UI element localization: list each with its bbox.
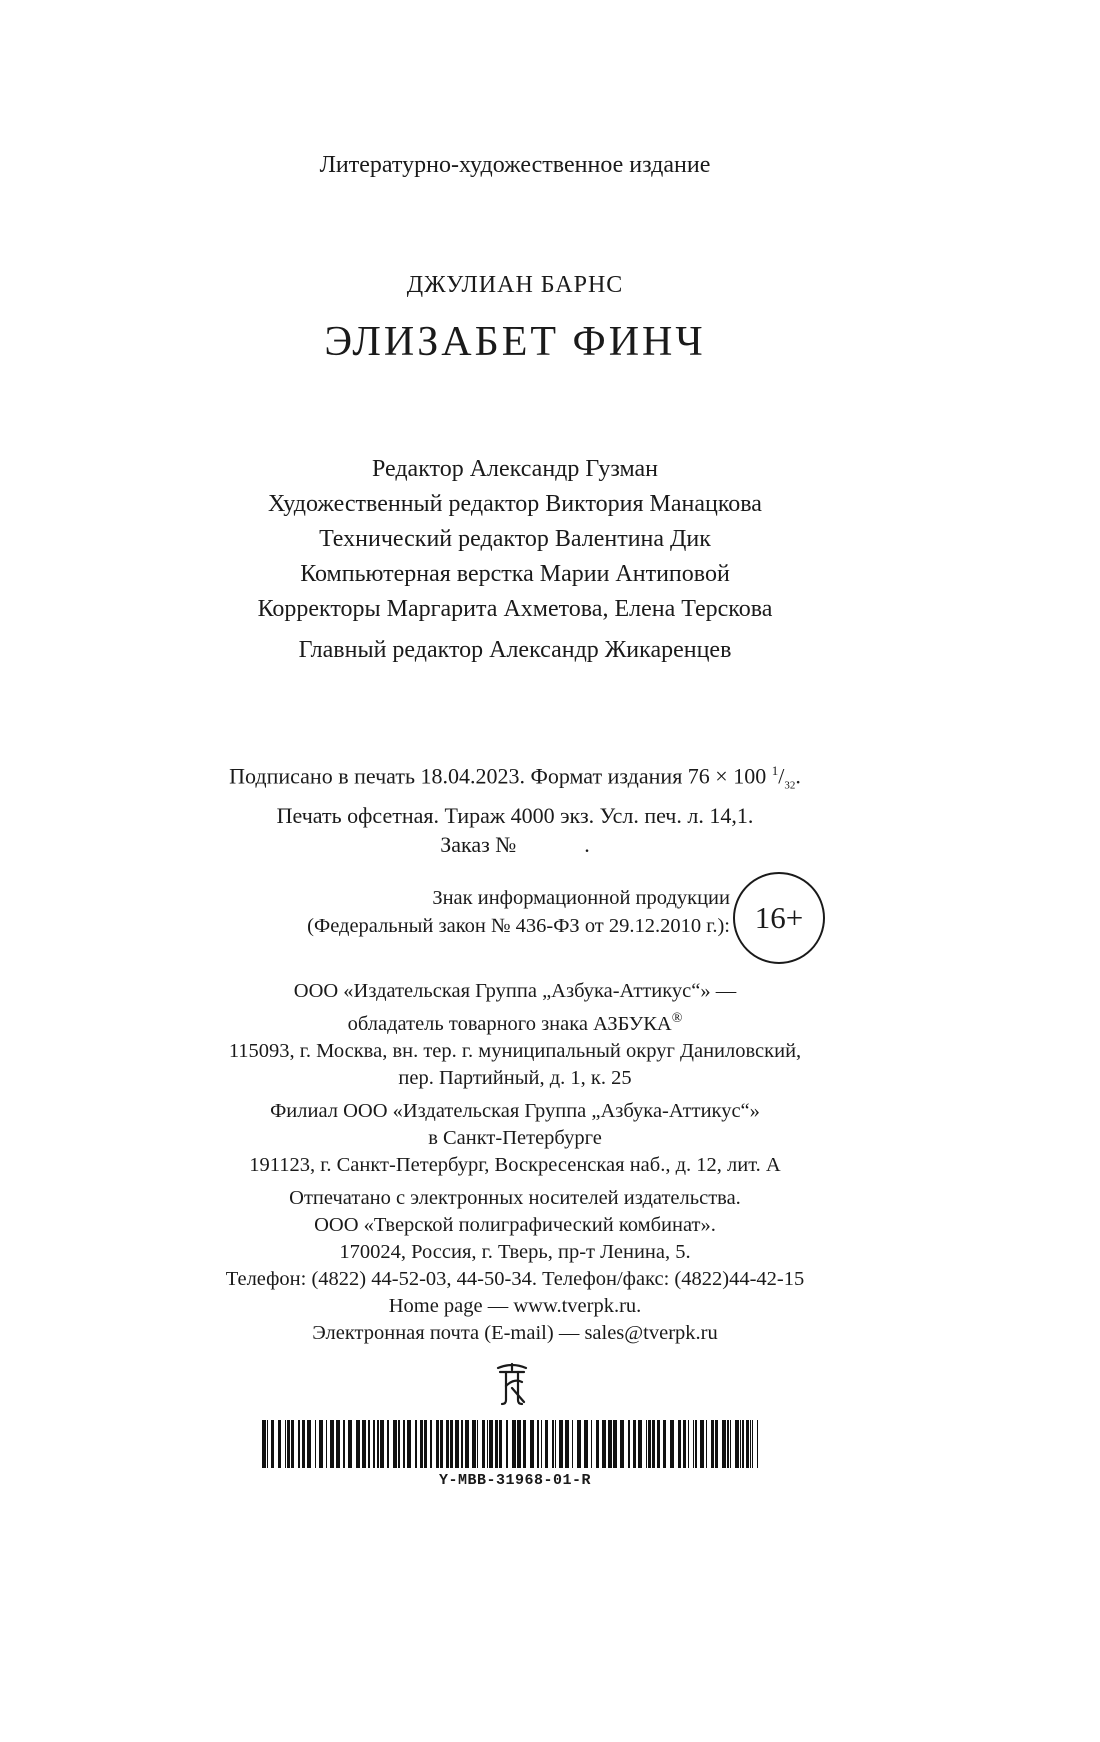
format-denominator: 32 (784, 779, 796, 792)
barcode-icon (262, 1420, 762, 1468)
book-title: ЭЛИЗАБЕТ ФИНЧ (324, 319, 706, 365)
branch-block (0, 1098, 1030, 1179)
credit-art-editor: Художественный редактор Виктория Манацкова (268, 491, 762, 517)
credit-layout: Компьютерная верстка Марии Антиповой (300, 561, 730, 587)
edition-type: Литературно-художественное издание (319, 152, 711, 178)
publisher-name: ООО «Издательская Группа „Азбука-Аттикус“» — (293, 980, 737, 1002)
info-product-sign (190, 884, 730, 940)
printing-signed-format: Подписано в печать 18.04.2023. Формат издания 76 × 100 (229, 763, 772, 789)
registered-mark: ® (671, 1011, 683, 1026)
credit-technical-editor: Технический редактор Валентина Дик (319, 526, 711, 552)
publisher-main (0, 978, 1030, 1092)
publisher-address-1: 115093, г. Москва, вн. тер. г. муниципальный округ Даниловский, (228, 1039, 802, 1062)
format-suffix: . (795, 763, 801, 789)
printer-name: ООО «Тверской полиграфический комбинат». (314, 1213, 716, 1236)
printing-order (440, 830, 590, 859)
credits-block (0, 452, 1030, 668)
info-sign-line1: Знак информационной продукции (432, 887, 730, 909)
printer-phones: Телефон: (4822) 44-52-03, 44-50-34. Телефон/факс: (4822)44-42-15 (225, 1267, 805, 1290)
printing-line-run: Печать офсетная. Тираж 4000 экз. Усл. печ. л. 14,1. (276, 802, 754, 828)
order-suffix: . (584, 831, 590, 857)
credit-editor: Редактор Александр Гузман (371, 456, 659, 482)
printer-line1: Отпечатано с электронных носителей издательства. (289, 1186, 741, 1209)
order-label: Заказ № (440, 831, 517, 857)
author-name: ДЖУЛИАН БАРНС (406, 272, 624, 298)
credit-chief-editor: Главный редактор Александр Жикаренцев (298, 637, 732, 663)
age-rating-badge: 16+ (733, 872, 825, 964)
printing-line-format (0, 756, 1030, 801)
printer-email: Электронная почта (E-mail) — sales@tverpk.ru (312, 1321, 718, 1344)
printer-logo-icon (492, 1360, 532, 1406)
publisher-trademark (0, 1005, 1030, 1038)
printer-block (0, 1185, 1030, 1347)
printer-homepage: Home page — www.tverpk.ru. (388, 1294, 642, 1317)
printer-address: 170024, Россия, г. Тверь, пр-т Ленина, 5. (339, 1240, 691, 1263)
branch-name: Филиал ООО «Издательская Группа „Азбука-Аттикус“» (270, 1099, 760, 1122)
publisher-block (0, 978, 1030, 1351)
branch-address: 191123, г. Санкт-Петербург, Воскресенская наб., д. 12, лит. А (249, 1153, 781, 1176)
printing-details (0, 756, 1030, 859)
format-slash: / (778, 763, 785, 789)
info-sign-line2: (Федеральный закон № 436-ФЗ от 29.12.2010 г.): (307, 915, 730, 937)
branch-city: в Санкт-Петербурге (428, 1126, 602, 1149)
format-numerator: 1 (771, 763, 779, 778)
barcode-text: Y-MBB-31968-01-R (438, 1472, 592, 1489)
publisher-address-2: пер. Партийный, д. 1, к. 25 (398, 1066, 632, 1089)
credit-proofreaders: Корректоры Маргарита Ахметова, Елена Терскова (257, 596, 773, 622)
trademark-text: обладатель товарного знака АЗБУКА (347, 1012, 672, 1035)
